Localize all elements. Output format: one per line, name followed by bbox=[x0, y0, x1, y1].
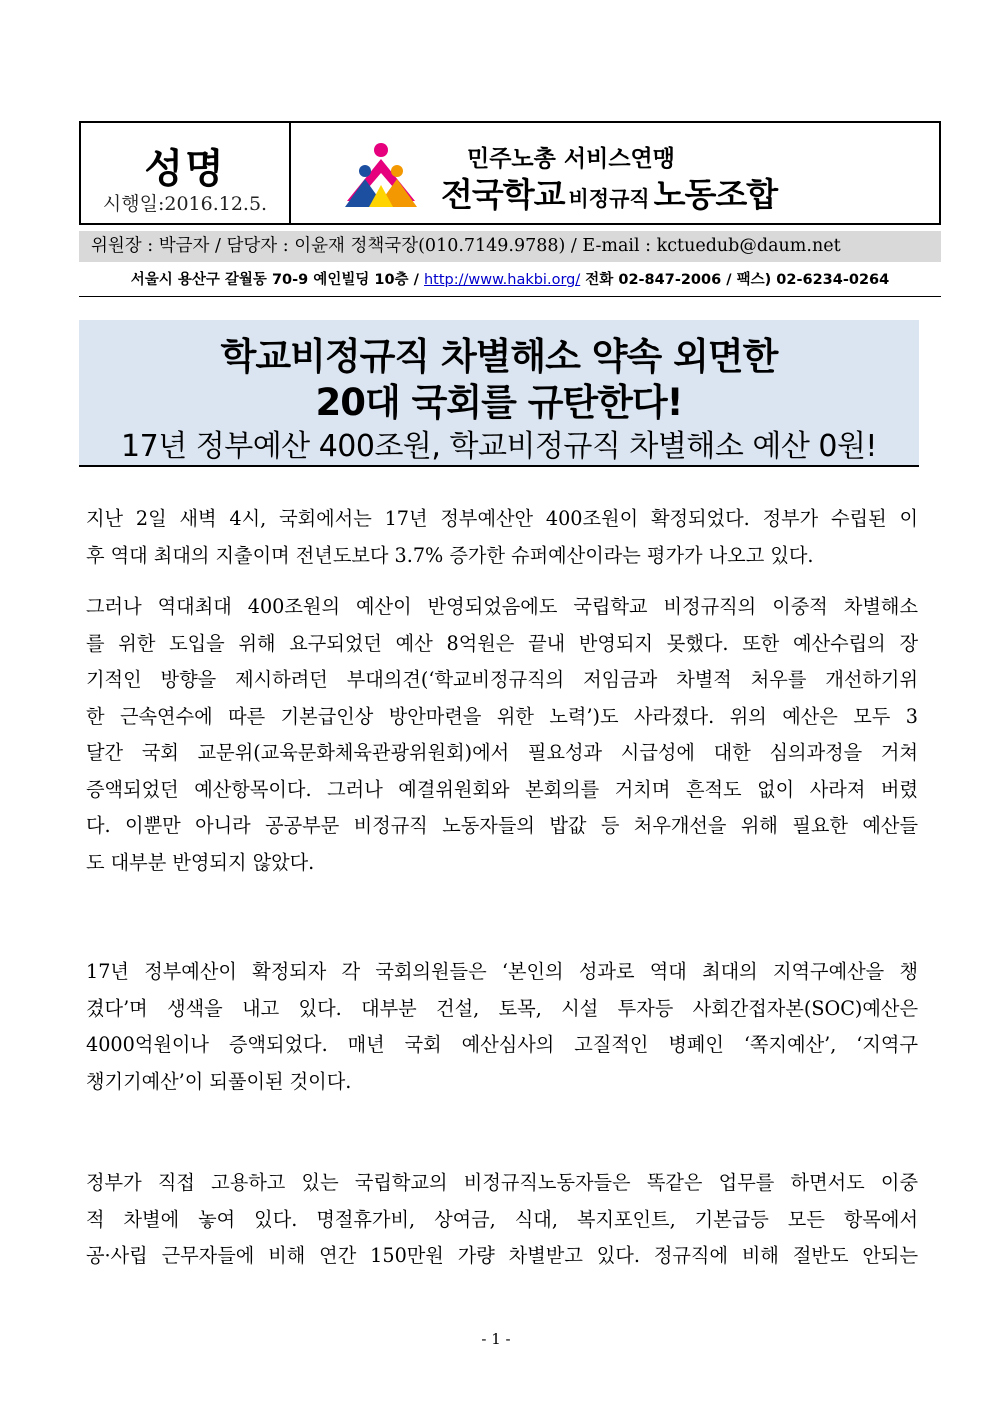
address-line bbox=[79, 268, 941, 289]
org-name-part-1: 전국학교 bbox=[441, 175, 565, 214]
doc-type-cell bbox=[81, 123, 291, 223]
paragraph-line: 도 대부분 반영되지 않았다. bbox=[86, 850, 315, 874]
page-number: - 1 - bbox=[481, 1330, 511, 1348]
paragraph-line: 적 차별에 놓여 있다. 명절휴가비, 상여금, 식대, 복지포인트, 기본급등 모든 항목에서 bbox=[86, 1207, 918, 1231]
paragraph-3 bbox=[86, 954, 918, 1100]
union-logo-icon bbox=[335, 137, 427, 211]
phone-number: 전화 02-847-2006 bbox=[580, 272, 722, 288]
paragraph-2 bbox=[86, 589, 918, 881]
header-box bbox=[79, 121, 941, 225]
paragraph-line: 기적인 방향을 제시하려던 부대의견(‘학교비정규직의 저임금과 차별적 처우를 개선하기위 bbox=[86, 668, 918, 691]
org-union-name bbox=[441, 169, 777, 216]
org-name-part-2: 비정규직 bbox=[568, 187, 650, 211]
paragraph-line: 공·사립 근무자들에 비해 연간 150만원 가량 차별받고 있다. 정규직에 비해 절반도 안되는 bbox=[86, 1244, 918, 1267]
street-address: 서울시 용산구 갈월동 70-9 예인빌딩 10층 bbox=[130, 272, 409, 288]
paragraph-line: 겼다’며 생색을 내고 있다. 대부분 건설, 토목, 시설 투자등 사회간접자본(SOC)예산은 bbox=[86, 996, 918, 1020]
paragraph-line: 를 위한 도입을 위해 요구되었던 예산 8억원은 끝내 반영되지 못했다. 또한 예산수립의 장 bbox=[86, 631, 918, 655]
org-name-part-3: 노동조합 bbox=[653, 175, 778, 214]
paragraph-line: 다. 이뿐만 아니라 공공부문 비정규직 노동자들의 밥값 등 처우개선을 위해 필요한 예산들 bbox=[86, 814, 918, 837]
doc-type-title: 성명 bbox=[144, 146, 226, 192]
paragraph-line: 지난 2일 새벽 4시, 국회에서는 17년 정부예산안 400조원이 확정되었다. 정부가 수립된 이 bbox=[86, 507, 918, 530]
org-federation-name: 민주노총 서비스연맹 bbox=[467, 146, 675, 172]
address-separator: / bbox=[721, 272, 737, 288]
paragraph-line: 달간 국회 교문위(교육문화체육관광위원회)에서 필요성과 시급성에 대한 심의과정을 거쳐 bbox=[86, 741, 918, 764]
paragraph-4 bbox=[86, 1165, 918, 1275]
header-divider bbox=[79, 296, 941, 297]
website-link[interactable]: http://www.hakbi.org/ bbox=[423, 272, 581, 288]
paragraph-line: 4000억원이나 증액되었다. 매년 국회 예산심사의 고질적인 병폐인 ‘쪽지예산’, ‘지역구 bbox=[86, 1033, 918, 1056]
paragraph-1 bbox=[86, 501, 918, 574]
subheadline: 17년 정부예산 400조원, 학교비정규직 차별해소 예산 0원! bbox=[121, 429, 877, 464]
paragraph-line: 17년 정부예산이 확정되자 각 국회의원들은 ‘본인의 성과로 역대 최대의 지역구예산을 챙 bbox=[86, 960, 918, 983]
contact-bar: 위원장 : 박금자 / 담당자 : 이윤재 정책국장(010.7149.9788) / E-mail : kctuedub@daum.net bbox=[79, 231, 941, 262]
paragraph-line: 후 역대 최대의 지출이며 전년도보다 3.7% 증가한 슈퍼예산이라는 평가가 나오고 있다. bbox=[86, 543, 814, 567]
paragraph-line: 증액되었던 예산항목이다. 그러나 예결위원회와 본회의를 거치며 흔적도 없이 사라져 버렸 bbox=[86, 777, 918, 801]
paragraph-line: 챙기기예산’이 되풀이된 것이다. bbox=[86, 1069, 352, 1093]
issue-date: 시행일:2016.12.5. bbox=[102, 193, 268, 215]
fax-number: 팩스) 02-6234-0264 bbox=[736, 272, 890, 288]
paragraph-line: 한 근속연수에 따른 기본급인상 방안마련을 위한 노력’)도 사라졌다. 위의 예산은 모두 3 bbox=[86, 704, 918, 728]
address-separator: / bbox=[408, 272, 424, 288]
paragraph-line: 그러나 역대최대 400조원의 예산이 반영되었음에도 국립학교 비정규직의 이중적 차별해소 bbox=[86, 595, 918, 618]
headline-box bbox=[79, 320, 919, 467]
headline-line-2: 20대 국회를 규탄한다! bbox=[315, 381, 683, 424]
paragraph-line: 정부가 직접 고용하고 있는 국립학교의 비정규직노동자들은 똑같은 업무를 하면서도 이중 bbox=[86, 1171, 918, 1194]
headline-line-1: 학교비정규직 차별해소 약속 외면한 bbox=[220, 335, 778, 378]
